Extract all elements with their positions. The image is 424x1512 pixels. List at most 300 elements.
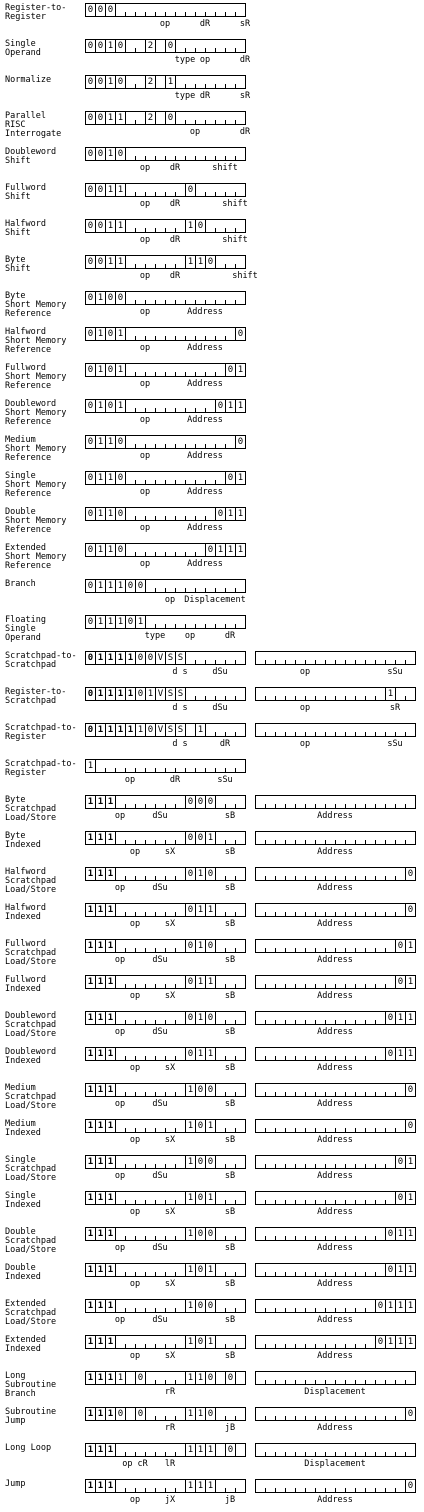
- field-label: Address: [187, 487, 223, 497]
- fixed-bit-value: 1: [107, 437, 114, 447]
- bit-tick: [385, 1128, 386, 1132]
- bit-tick: [275, 1092, 276, 1096]
- fixed-bit-value: 0: [87, 581, 94, 591]
- bit-tick: [145, 1200, 146, 1204]
- bit-tick: [115, 768, 116, 772]
- bit-divider: [115, 1084, 116, 1096]
- bit-tick: [275, 1344, 276, 1348]
- bit-field-box: [255, 651, 416, 665]
- bit-tick: [265, 948, 266, 952]
- bit-divider: [125, 184, 126, 196]
- bit-tick: [155, 912, 156, 916]
- bit-tick: [155, 768, 156, 772]
- bit-tick: [365, 912, 366, 916]
- bit-field-box: [255, 1335, 416, 1349]
- fixed-bit-value: 1: [117, 1373, 124, 1383]
- bit-tick: [385, 1164, 386, 1168]
- bit-tick: [145, 1056, 146, 1060]
- format-name: Halfword Shift: [5, 219, 46, 238]
- field-label: dSu: [212, 703, 228, 713]
- bit-tick: [345, 1380, 346, 1384]
- fixed-bit-value: 1: [117, 725, 124, 735]
- fixed-bit-value: 1: [187, 1121, 194, 1131]
- field-label: op: [139, 307, 151, 317]
- bit-tick: [185, 12, 186, 16]
- fixed-bit-value: V: [157, 725, 164, 735]
- bit-tick: [305, 1164, 306, 1168]
- bit-tick: [375, 1164, 376, 1168]
- bit-divider: [115, 1048, 116, 1060]
- fixed-bit-value: 0: [107, 401, 114, 411]
- bit-tick: [165, 444, 166, 448]
- bit-tick: [135, 156, 136, 160]
- bit-tick: [155, 1128, 156, 1132]
- bit-tick: [265, 1200, 266, 1204]
- fixed-bit-value: 2: [147, 77, 154, 87]
- fixed-bit-value: 1: [397, 1013, 404, 1023]
- bit-tick: [195, 624, 196, 628]
- bit-tick: [225, 804, 226, 808]
- bit-tick: [265, 1128, 266, 1132]
- bit-tick: [135, 1092, 136, 1096]
- bit-tick: [285, 1308, 286, 1312]
- field-label: op: [139, 415, 151, 425]
- bit-tick: [135, 768, 136, 772]
- bit-tick: [295, 1344, 296, 1348]
- bit-tick: [215, 156, 216, 160]
- fixed-bit-value: 1: [117, 185, 124, 195]
- bit-tick: [355, 732, 356, 736]
- fixed-bit-value: 0: [87, 545, 94, 555]
- fixed-bit-value: 1: [87, 977, 94, 987]
- bit-tick: [215, 768, 216, 772]
- bit-field-box: [85, 3, 246, 17]
- bit-tick: [355, 1092, 356, 1096]
- bit-tick: [225, 1416, 226, 1420]
- bit-tick: [175, 876, 176, 880]
- field-label: op: [114, 1171, 126, 1181]
- fixed-bit-value: 1: [207, 977, 214, 987]
- bit-tick: [165, 408, 166, 412]
- bit-tick: [285, 1056, 286, 1060]
- bit-tick: [225, 732, 226, 736]
- fixed-bit-value: 0: [407, 1085, 414, 1095]
- bit-tick: [265, 1452, 266, 1456]
- fixed-bit-value: 1: [137, 725, 144, 735]
- bit-tick: [285, 1416, 286, 1420]
- fixed-bit-value: 1: [107, 257, 114, 267]
- bit-tick: [345, 1452, 346, 1456]
- format-name: Scratchpad-to- Register: [5, 759, 77, 778]
- bit-tick: [375, 1380, 376, 1384]
- fixed-bit-value: 1: [237, 401, 244, 411]
- bit-tick: [155, 1272, 156, 1276]
- bit-tick: [205, 444, 206, 448]
- bit-tick: [265, 1092, 266, 1096]
- bit-tick: [375, 1092, 376, 1096]
- bit-tick: [315, 876, 316, 880]
- bit-field-box: [85, 471, 246, 485]
- bit-tick: [345, 840, 346, 844]
- bit-tick: [325, 876, 326, 880]
- fixed-bit-value: 0: [87, 617, 94, 627]
- bit-tick: [135, 552, 136, 556]
- bit-tick: [325, 1020, 326, 1024]
- fixed-bit-value: 0: [207, 545, 214, 555]
- bit-tick: [165, 984, 166, 988]
- bit-tick: [335, 1200, 336, 1204]
- fixed-bit-value: 0: [97, 221, 104, 231]
- fixed-bit-value: 0: [217, 509, 224, 519]
- fixed-bit-value: 0: [377, 1337, 384, 1347]
- bit-tick: [335, 840, 336, 844]
- bit-tick: [315, 1056, 316, 1060]
- fixed-bit-value: 0: [407, 1121, 414, 1131]
- fixed-bit-value: 1: [407, 1337, 414, 1347]
- fixed-bit-value: 1: [107, 1301, 114, 1311]
- bit-field-box: [85, 1047, 246, 1061]
- bit-tick: [365, 840, 366, 844]
- bit-tick: [365, 1020, 366, 1024]
- bit-tick: [175, 1056, 176, 1060]
- bit-tick: [235, 1164, 236, 1168]
- fixed-bit-value: 2: [147, 41, 154, 51]
- bit-tick: [345, 984, 346, 988]
- field-label: rR: [164, 1387, 176, 1397]
- bit-tick: [345, 948, 346, 952]
- field-label: op: [189, 127, 201, 137]
- bit-tick: [175, 588, 176, 592]
- bit-tick: [325, 1200, 326, 1204]
- field-label: op: [129, 1135, 141, 1145]
- fixed-bit-value: 0: [137, 1373, 144, 1383]
- fixed-bit-value: 1: [87, 1085, 94, 1095]
- field-label: dR: [224, 631, 236, 641]
- bit-divider: [125, 1372, 126, 1384]
- bit-divider: [95, 760, 96, 772]
- fixed-bit-value: 1: [407, 977, 414, 987]
- bit-tick: [145, 1128, 146, 1132]
- bit-divider: [185, 724, 186, 736]
- format-name: Byte Shift: [5, 255, 31, 274]
- field-label: sB: [224, 1243, 236, 1253]
- bit-tick: [235, 912, 236, 916]
- fixed-bit-value: 0: [137, 689, 144, 699]
- bit-tick: [215, 228, 216, 232]
- field-label: type: [144, 631, 166, 641]
- bit-tick: [145, 12, 146, 16]
- bit-tick: [175, 1272, 176, 1276]
- bit-tick: [235, 264, 236, 268]
- bit-tick: [225, 624, 226, 628]
- bit-field-box: [85, 1263, 246, 1277]
- bit-tick: [135, 984, 136, 988]
- field-label: op: [299, 703, 311, 713]
- bit-tick: [275, 948, 276, 952]
- bit-tick: [405, 660, 406, 664]
- bit-tick: [275, 1488, 276, 1492]
- field-label: dSu: [152, 1027, 168, 1037]
- bit-tick: [165, 156, 166, 160]
- bit-tick: [185, 120, 186, 124]
- bit-tick: [325, 1416, 326, 1420]
- bit-tick: [155, 1200, 156, 1204]
- format-name: Double Scratchpad Load/Store: [5, 1227, 57, 1255]
- field-label: Address: [317, 1243, 353, 1253]
- bit-tick: [355, 1308, 356, 1312]
- bit-tick: [175, 1236, 176, 1240]
- fixed-bit-value: 1: [107, 941, 114, 951]
- fixed-bit-value: 0: [387, 1049, 394, 1059]
- bit-tick: [225, 12, 226, 16]
- fixed-bit-value: 0: [137, 581, 144, 591]
- field-label: sB: [224, 811, 236, 821]
- bit-tick: [365, 1272, 366, 1276]
- fixed-bit-value: 1: [97, 293, 104, 303]
- field-label: op: [114, 1315, 126, 1325]
- bit-tick: [165, 480, 166, 484]
- bit-tick: [195, 156, 196, 160]
- bit-tick: [325, 1344, 326, 1348]
- field-label: op: [139, 343, 151, 353]
- bit-divider: [155, 76, 156, 88]
- bit-field-box: [255, 831, 416, 845]
- fixed-bit-value: 1: [107, 473, 114, 483]
- bit-tick: [375, 1488, 376, 1492]
- fixed-bit-value: 1: [117, 401, 124, 411]
- field-label: d s: [172, 703, 188, 713]
- bit-tick: [335, 1236, 336, 1240]
- fixed-bit-value: 0: [97, 77, 104, 87]
- bit-divider: [145, 1408, 146, 1420]
- fixed-bit-value: 1: [97, 329, 104, 339]
- fixed-bit-value: 0: [387, 1013, 394, 1023]
- format-name: Scratchpad-to- Register: [5, 723, 77, 742]
- bit-tick: [365, 1308, 366, 1312]
- bit-tick: [125, 1056, 126, 1060]
- bit-tick: [135, 336, 136, 340]
- field-label: sR: [389, 703, 401, 713]
- field-label: sR: [239, 19, 251, 29]
- bit-tick: [395, 1092, 396, 1096]
- bit-tick: [345, 1056, 346, 1060]
- fixed-bit-value: 0: [227, 365, 234, 375]
- bit-tick: [345, 1128, 346, 1132]
- field-label: sB: [224, 1027, 236, 1037]
- field-label: Address: [317, 1099, 353, 1109]
- fixed-bit-value: 1: [167, 77, 174, 87]
- field-label: Address: [187, 379, 223, 389]
- bit-field-box: [85, 1011, 246, 1025]
- bit-divider: [115, 1192, 116, 1204]
- field-label: dSu: [212, 667, 228, 677]
- bit-tick: [295, 1416, 296, 1420]
- fixed-bit-value: 1: [107, 1121, 114, 1131]
- bit-tick: [315, 1416, 316, 1420]
- field-label: Address: [317, 1207, 353, 1217]
- fixed-bit-value: 1: [197, 869, 204, 879]
- bit-tick: [125, 876, 126, 880]
- bit-tick: [275, 984, 276, 988]
- fixed-bit-value: 0: [87, 509, 94, 519]
- bit-tick: [325, 1092, 326, 1096]
- bit-divider: [215, 832, 216, 844]
- bit-divider: [215, 1444, 216, 1456]
- bit-tick: [135, 948, 136, 952]
- fixed-bit-value: 0: [217, 401, 224, 411]
- bit-tick: [155, 1164, 156, 1168]
- field-label: Address: [187, 559, 223, 569]
- fixed-bit-value: 0: [137, 1409, 144, 1419]
- fixed-bit-value: 1: [97, 941, 104, 951]
- bit-tick: [365, 984, 366, 988]
- bit-tick: [295, 1164, 296, 1168]
- fixed-bit-value: 1: [117, 617, 124, 627]
- fixed-bit-value: 0: [187, 1013, 194, 1023]
- fixed-bit-value: 0: [207, 1085, 214, 1095]
- fixed-bit-value: 1: [87, 761, 94, 771]
- field-label: op: [159, 19, 171, 29]
- bit-tick: [195, 372, 196, 376]
- field-label: op: [114, 955, 126, 965]
- format-name: Long Loop: [5, 1443, 52, 1453]
- fixed-bit-value: 1: [97, 1409, 104, 1419]
- fixed-bit-value: 0: [117, 77, 124, 87]
- bit-tick: [225, 876, 226, 880]
- field-label: op: [114, 811, 126, 821]
- bit-tick: [335, 948, 336, 952]
- fixed-bit-value: 1: [407, 1049, 414, 1059]
- bit-tick: [185, 624, 186, 628]
- fixed-bit-value: 1: [107, 833, 114, 843]
- bit-tick: [325, 912, 326, 916]
- bit-tick: [285, 1236, 286, 1240]
- fixed-bit-value: 0: [227, 1445, 234, 1455]
- fixed-bit-value: 0: [87, 401, 94, 411]
- bit-tick: [265, 876, 266, 880]
- fixed-bit-value: 1: [87, 833, 94, 843]
- fixed-bit-value: 0: [407, 905, 414, 915]
- bit-tick: [295, 1020, 296, 1024]
- bit-divider: [155, 112, 156, 124]
- bit-tick: [295, 1488, 296, 1492]
- fixed-bit-value: 0: [117, 473, 124, 483]
- bit-tick: [315, 1020, 316, 1024]
- field-label: sB: [224, 847, 236, 857]
- bit-divider: [215, 868, 216, 880]
- bit-divider: [125, 292, 126, 304]
- bit-tick: [145, 516, 146, 520]
- fixed-bit-value: 1: [107, 689, 114, 699]
- bit-tick: [185, 552, 186, 556]
- format-name: Halfword Short Memory Reference: [5, 327, 67, 355]
- format-name: Doubleword Shift: [5, 147, 57, 166]
- bit-divider: [125, 40, 126, 52]
- bit-divider: [125, 544, 126, 556]
- fixed-bit-value: 0: [87, 77, 94, 87]
- format-name: Scratchpad-to- Scratchpad: [5, 651, 77, 670]
- bit-field-box: [85, 1191, 246, 1205]
- field-label: op: [299, 667, 311, 677]
- bit-tick: [135, 84, 136, 88]
- bit-tick: [125, 768, 126, 772]
- bit-field-box: [85, 579, 246, 593]
- bit-tick: [325, 804, 326, 808]
- bit-tick: [175, 840, 176, 844]
- field-label: op: [129, 1279, 141, 1289]
- bit-tick: [395, 1488, 396, 1492]
- bit-tick: [305, 1272, 306, 1276]
- bit-divider: [205, 220, 206, 232]
- field-label: Address: [317, 991, 353, 1001]
- fixed-bit-value: 1: [97, 1013, 104, 1023]
- fixed-bit-value: 0: [197, 1085, 204, 1095]
- fixed-bit-value: 0: [407, 1481, 414, 1491]
- fixed-bit-value: 1: [187, 1157, 194, 1167]
- bit-tick: [285, 804, 286, 808]
- bit-field-box: [85, 183, 246, 197]
- bit-tick: [305, 840, 306, 844]
- bit-tick: [215, 336, 216, 340]
- bit-field-box: [255, 1263, 416, 1277]
- bit-divider: [215, 1300, 216, 1312]
- field-label: op: [139, 163, 151, 173]
- fixed-bit-value: 1: [187, 1301, 194, 1311]
- field-label: sX: [164, 1351, 176, 1361]
- bit-tick: [315, 1344, 316, 1348]
- fixed-bit-value: 1: [227, 545, 234, 555]
- bit-tick: [165, 1164, 166, 1168]
- fixed-bit-value: 1: [87, 941, 94, 951]
- bit-tick: [315, 1164, 316, 1168]
- bit-tick: [365, 1344, 366, 1348]
- field-label: sB: [224, 1315, 236, 1325]
- bit-tick: [135, 1128, 136, 1132]
- bit-tick: [355, 696, 356, 700]
- fixed-bit-value: 0: [197, 1157, 204, 1167]
- bit-tick: [135, 912, 136, 916]
- bit-field-box: [85, 219, 246, 233]
- fixed-bit-value: 0: [117, 149, 124, 159]
- bit-tick: [275, 1020, 276, 1024]
- fixed-bit-value: 0: [167, 113, 174, 123]
- bit-divider: [115, 832, 116, 844]
- bit-tick: [175, 1128, 176, 1132]
- fixed-bit-value: 0: [97, 185, 104, 195]
- bit-tick: [205, 588, 206, 592]
- bit-tick: [315, 1128, 316, 1132]
- bit-tick: [355, 876, 356, 880]
- bit-tick: [145, 912, 146, 916]
- bit-tick: [125, 1488, 126, 1492]
- bit-tick: [155, 480, 156, 484]
- bit-tick: [295, 1128, 296, 1132]
- fixed-bit-value: 0: [87, 689, 94, 699]
- fixed-bit-value: 0: [197, 1337, 204, 1347]
- field-label: op cR: [122, 1459, 148, 1469]
- fixed-bit-value: 1: [397, 1049, 404, 1059]
- bit-divider: [215, 1012, 216, 1024]
- bit-tick: [265, 1308, 266, 1312]
- bit-divider: [215, 940, 216, 952]
- bit-tick: [185, 336, 186, 340]
- bit-tick: [335, 1344, 336, 1348]
- fixed-bit-value: 1: [107, 113, 114, 123]
- format-name: Medium Scratchpad Load/Store: [5, 1083, 57, 1111]
- bit-tick: [355, 912, 356, 916]
- fixed-bit-value: 1: [97, 1481, 104, 1491]
- fixed-bit-value: S: [177, 725, 184, 735]
